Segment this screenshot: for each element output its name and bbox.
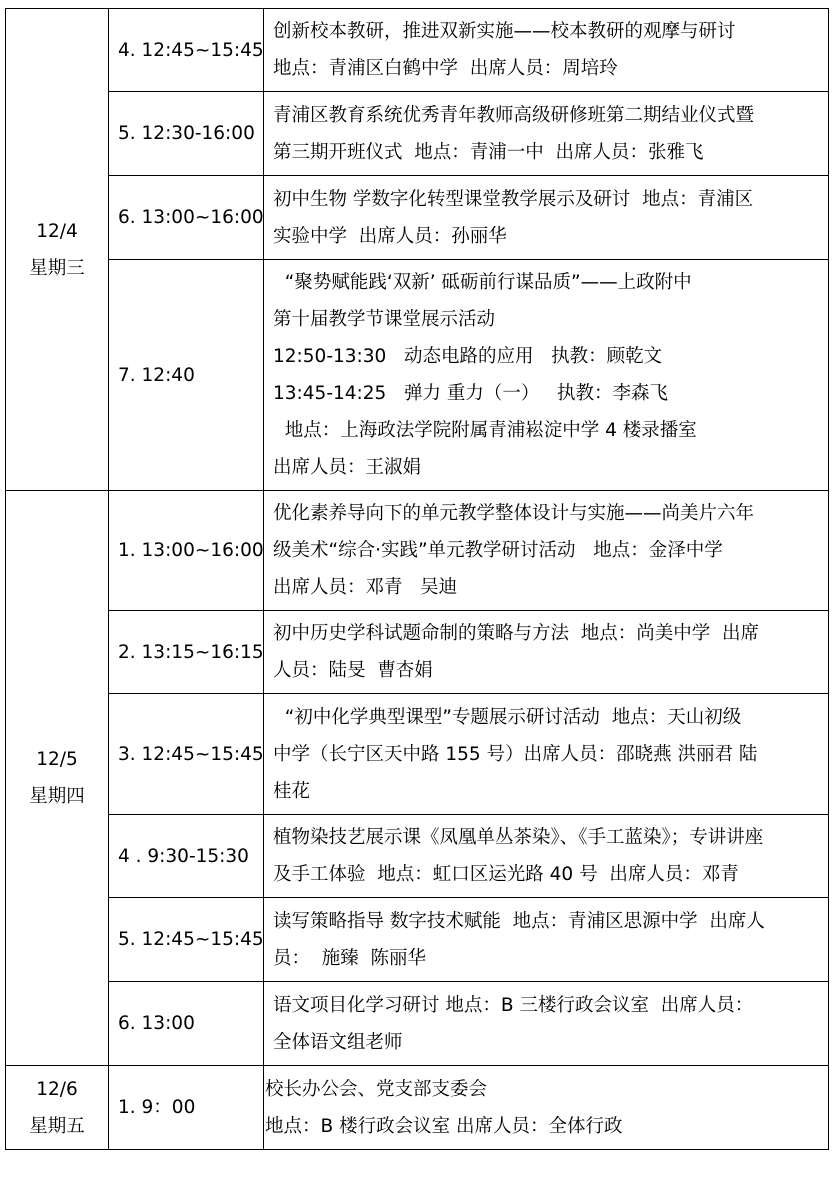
event-line: 第十届教学节课堂展示活动	[273, 309, 496, 330]
event-time: 5. 12:30-16:00	[109, 92, 264, 176]
day-cell	[6, 9, 109, 491]
event-time: 1. 13:00~16:00	[109, 491, 264, 611]
event-time: 6. 13:00	[109, 982, 264, 1066]
event-details	[264, 815, 829, 898]
day-cell	[6, 1066, 109, 1150]
event-line: 桂花	[273, 780, 311, 802]
event-line: 创新校本教研，推进双新实施——校本教研的观摩与研讨	[273, 21, 736, 42]
day-date: 12/5	[36, 749, 78, 770]
event-details	[264, 260, 829, 491]
event-line: 出席人员：邓青 吴迪	[273, 577, 458, 598]
table-row	[6, 611, 829, 694]
event-time: 7. 12:40	[109, 260, 264, 491]
event-line: 员： 施臻 陈丽华	[273, 947, 427, 969]
day-date: 12/6	[36, 1078, 78, 1100]
event-line: 12:50-13:30 动态电路的应用 执教：顾乾文	[273, 346, 663, 367]
event-time: 4 . 9:30-15:30	[109, 815, 264, 898]
event-line: 校长办公会、党支部支委会	[265, 1078, 488, 1100]
event-line: “聚势赋能践‘双新’ 砥砺前行谋品质”——上政附中	[273, 272, 692, 293]
event-time: 2. 13:15~16:15	[109, 611, 264, 694]
table-row	[6, 491, 829, 611]
event-details	[264, 9, 829, 92]
event-line: “初中化学典型课型”专题展示研讨活动 地点：天山初级	[273, 706, 742, 728]
event-details	[264, 694, 829, 815]
event-time: 3. 12:45~15:45	[109, 694, 264, 815]
schedule-table	[5, 8, 829, 1150]
table-row	[6, 982, 829, 1066]
event-line: 地点：B 楼行政会议室 出席人员：全体行政	[265, 1115, 623, 1137]
event-line: 第三期开班仪式 地点：青浦一中 出席人员：张雅飞	[273, 141, 704, 163]
event-line: 优化素养导向下的单元教学整体设计与实施——尚美片六年	[273, 503, 755, 524]
event-line: 植物染技艺展示课《凤凰单丛茶染》、《手工蓝染》；专讲讲座	[273, 827, 764, 848]
event-line: 青浦区教育系统优秀青年教师高级研修班第二期结业仪式暨	[273, 104, 755, 126]
table-row	[6, 260, 829, 491]
event-details	[264, 491, 829, 611]
table-row	[6, 9, 829, 92]
event-line: 地点：青浦区白鹤中学 出席人员：周培玲	[273, 58, 618, 79]
event-line: 全体语文组老师	[273, 1031, 403, 1053]
event-details	[264, 92, 829, 176]
event-line: 实验中学 出席人员：孙丽华	[273, 225, 507, 247]
table-row	[6, 1066, 829, 1150]
table-row	[6, 92, 829, 176]
event-line: 初中历史学科试题命制的策略与方法 地点：尚美中学 出席	[273, 623, 760, 644]
event-line: 级美术“综合·实践”单元教学研讨活动 地点：金泽中学	[273, 540, 723, 561]
event-details	[264, 898, 829, 982]
table-row	[6, 898, 829, 982]
day-date: 12/4	[36, 220, 78, 242]
event-time: 4. 12:45~15:45	[109, 9, 264, 92]
event-line: 读写策略指导 数字技术赋能 地点：青浦区思源中学 出席人	[273, 910, 765, 932]
event-line: 13:45-14:25 弹力 重力（一） 执教：李森飞	[273, 383, 668, 404]
event-line: 人员：陆旻 曹杏娟	[273, 660, 433, 681]
day-weekday: 星期四	[29, 786, 85, 807]
event-line: 初中生物 学数字化转型课堂教学展示及研讨 地点：青浦区	[273, 188, 754, 210]
event-time: 5. 12:45~15:45	[109, 898, 264, 982]
day-cell	[6, 491, 109, 1066]
table-row	[6, 694, 829, 815]
event-line: 中学（长宁区天中路 155 号）出席人员：邵晓燕 洪丽君 陆	[273, 743, 758, 765]
event-time: 6. 13:00~16:00	[109, 176, 264, 260]
event-line: 语文项目化学习研讨 地点：B 三楼行政会议室 出席人员：	[273, 994, 754, 1016]
event-details	[264, 982, 829, 1066]
event-line: 地点：上海政法学院附属青浦崧淀中学 4 楼录播室	[273, 420, 697, 441]
day-weekday: 星期五	[29, 1115, 85, 1137]
event-line: 及手工体验 地点：虹口区运光路 40 号 出席人员：邓青	[273, 864, 739, 885]
event-details	[264, 611, 829, 694]
day-weekday: 星期三	[29, 257, 85, 279]
event-time: 1. 9：00	[109, 1066, 264, 1150]
table-row	[6, 815, 829, 898]
table-row	[6, 176, 829, 260]
event-details	[264, 176, 829, 260]
event-details	[264, 1066, 829, 1150]
event-line: 出席人员：王淑娟	[273, 457, 422, 478]
